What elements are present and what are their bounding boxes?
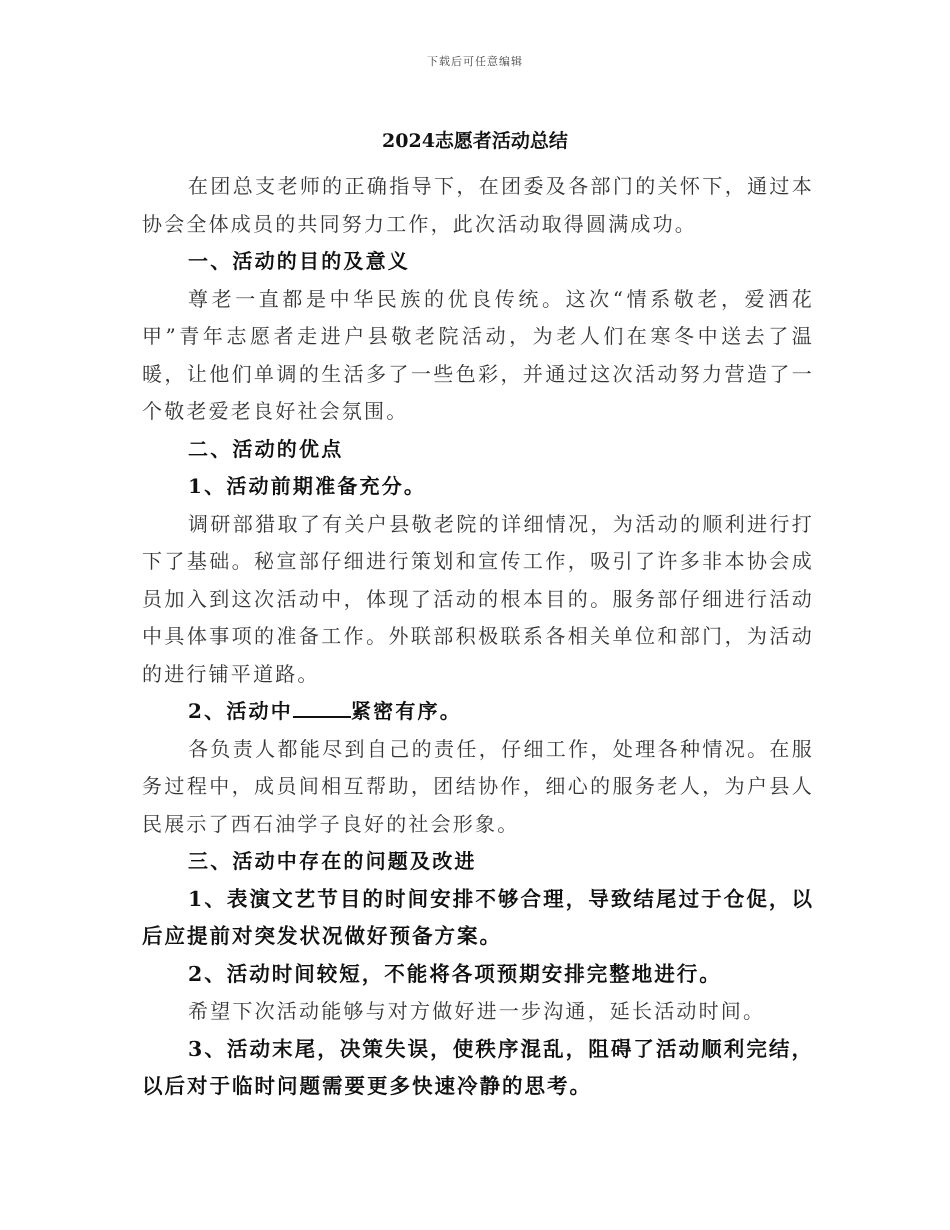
section-2-subbody-2: 各负责人都能尽到自己的责任，仔细工作，处理各种情况。在服务过程中，成员间相互帮助，团结协作，细心的服务老人，为户县人民展示了西石油学子良好的社会形象。	[142, 736, 814, 836]
section-3-heading: 三、活动中存在的问题及改进	[188, 849, 477, 873]
section-3-item-1: 1、表演文艺节目的时间安排不够合理，导致结尾过于仓促，以后应提前对突发状况做好预备方案。	[142, 886, 814, 948]
subheading-2-prefix: 2、活动中	[188, 699, 293, 723]
document-title: 2024志愿者活动总结	[382, 130, 568, 152]
section-3-item-3: 3、活动末尾，决策失误，使秩序混乱，阻碍了活动顺利完结，以后对于临时问题需要更多快速冷静的思考。	[142, 1036, 814, 1098]
section-3-item-2-body: 希望下次活动能够与对方做好进一步沟通，延长活动时间。	[188, 999, 766, 1023]
section-2-subheading-1: 1、活动前期准备充分。	[188, 474, 427, 498]
subheading-2-suffix: 紧密有序。	[350, 699, 462, 723]
section-3-item-2: 2、活动时间较短，不能将各项预期安排完整地进行。	[188, 961, 722, 986]
fill-in-blank	[293, 696, 351, 718]
header-note: 下载后可任意编辑	[427, 55, 523, 68]
section-2-heading: 二、活动的优点	[188, 436, 344, 461]
section-2-subbody-1: 调研部猎取了有关户县敬老院的详细情况，为活动的顺利进行打下了基础。秘宣部仔细进行策划和宣传工作，吸引了许多非本协会成员加入到这次活动中，体现了活动的根本目的。服务部仔细进行活动中具体事项的准备工作。外联部积极联系各相关单位和部门，为活动的进行铺平道路。	[142, 511, 814, 686]
section-1-body: 尊老一直都是中华民族的优良传统。这次“情系敬老，爱洒花甲”青年志愿者走进户县敬老院活动，为老人们在寒冬中送去了温暖，让他们单调的生活多了一些色彩，并通过这次活动努力营造了一个敬老爱老良好社会氛围。	[142, 286, 814, 423]
section-2-subheading-2	[142, 693, 814, 731]
document-body	[142, 168, 814, 1106]
intro-paragraph: 在团总支老师的正确指导下，在团委及各部门的关怀下，通过本协会全体成员的共同努力工作，此次活动取得圆满成功。	[142, 174, 814, 236]
section-1-heading: 一、活动的目的及意义	[188, 249, 410, 273]
